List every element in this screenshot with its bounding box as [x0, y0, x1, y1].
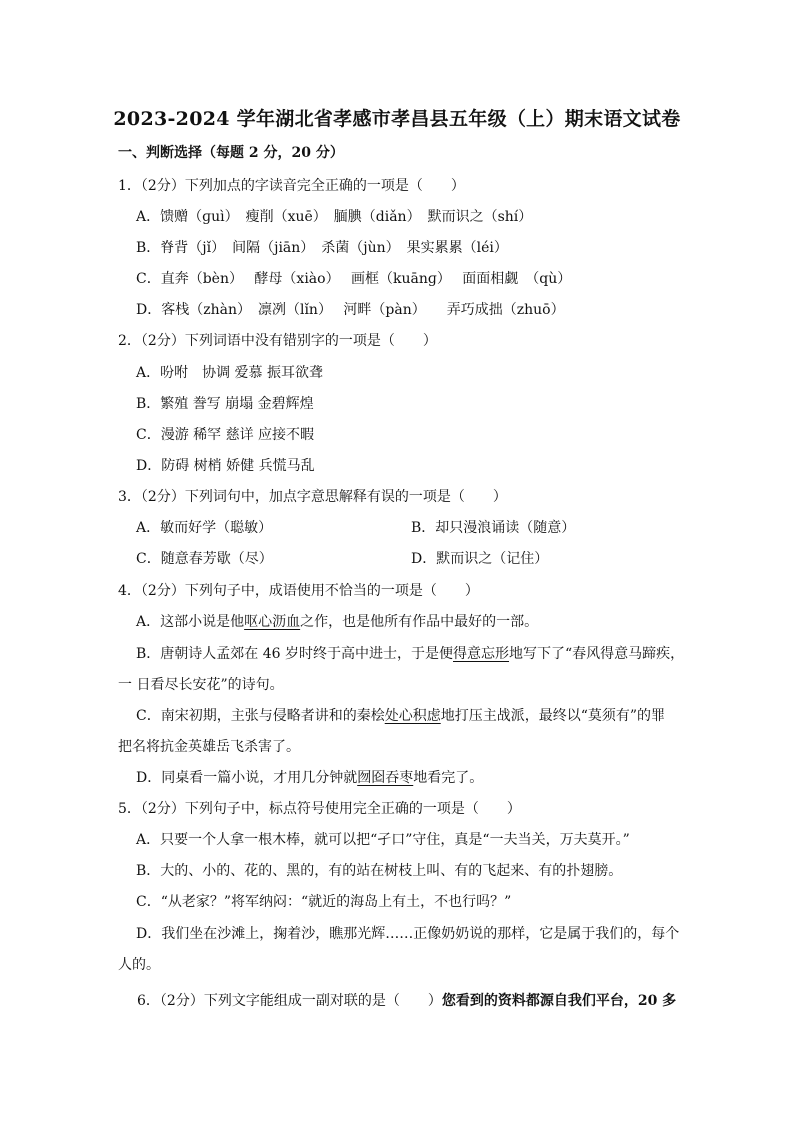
question-3-option-d: D．默而识之（记住）	[411, 551, 549, 567]
question-4-option-c-continued: 把名将抗金英雄岳飞杀害了。	[118, 739, 300, 755]
question-3-option-b: B．却只漫浪诵读（随意）	[411, 520, 576, 536]
question-6-stem	[137, 992, 676, 1010]
option-text: C．南宋初期，主张与侵略者讲和的秦桧	[136, 708, 385, 724]
option-text: 地看完了。	[413, 770, 484, 786]
question-1-stem: 1．（2分）下列加点的字读音完全正确的一项是（ ）	[118, 178, 465, 194]
question-4-option-b	[136, 645, 684, 663]
underlined-idiom: 处心积虑	[384, 708, 441, 724]
option-text: B．唐朝诗人孟郊在 46 岁时终于高中进士，于是便	[136, 646, 454, 662]
question-5-option-c: C．“从老家？”将军纳闷：“就近的海岛上有土，不也行吗？”	[136, 894, 512, 910]
watermark-text: 您看到的资料都源自我们平台，20 多	[441, 993, 677, 1009]
question-2-option-c: C．漫游 稀罕 慈详 应接不暇	[136, 427, 315, 443]
option-text: 地打压主战派，最终以“莫须有”的罪	[440, 708, 666, 724]
option-text: D．同桌看一篇小说，才用几分钟就	[136, 770, 358, 786]
exam-title: 2023-2024 学年湖北省孝感市孝昌县五年级（上）期末语文试卷	[113, 108, 681, 130]
question-4-option-a	[136, 613, 538, 631]
question-5-option-b: B．大的、小的、花的、黑的，有的站在树枝上叫、有的飞起来、有的扑翅膀。	[136, 863, 623, 879]
section-heading: 一、判断选择（每题 2 分，20 分）	[118, 145, 344, 161]
question-3-option-a: A．敏而好学（聪敏）	[136, 520, 273, 536]
question-4-option-c	[136, 707, 665, 725]
question-2-option-a: A．吩咐 协调 爱慕 振耳欲聋	[136, 365, 324, 381]
underlined-idiom: 呕心沥血	[244, 614, 301, 630]
question-4-option-d	[136, 769, 483, 787]
option-text: 之作，也是他所有作品中最好的一部。	[300, 614, 539, 630]
option-text: 地写下了“春风得意马蹄疾，	[509, 646, 685, 662]
underlined-idiom: 囫囵吞枣	[357, 770, 414, 786]
question-1-option-a: A．馈赠（ɡuì） 瘦削（xuē） 腼腆（diǎn） 默而识之（shí）	[136, 209, 533, 225]
question-3-stem: 3．（2分）下列词句中，加点字意思解释有误的一项是（ ）	[118, 489, 507, 505]
question-4-option-b-continued: 一 日看尽长安花”的诗句。	[118, 677, 284, 693]
question-5-option-d: D．我们坐在沙滩上，掬着沙，瞧那光辉……正像奶奶说的那样，它是属于我们的，每个	[136, 926, 680, 942]
underlined-idiom: 得意忘形	[453, 646, 510, 662]
question-5-option-d-continued: 人的。	[118, 957, 160, 973]
question-3-option-c: C．随意春芳歇（尽）	[136, 551, 273, 567]
question-5-stem: 5．（2分）下列句子中，标点符号使用完全正确的一项是（ ）	[118, 801, 521, 817]
question-4-stem: 4．（2分）下列句子中，成语使用不恰当的一项是（ ）	[118, 583, 479, 599]
option-text: A．这部小说是他	[136, 614, 245, 630]
question-1-option-d: D．客栈（zhàn） 凛冽（lǐn） 河畔（pàn） 弄巧成拙（zhuō）	[136, 302, 565, 318]
question-6-text: 6．（2分）下列文字能组成一副对联的是（ ）	[137, 993, 442, 1009]
question-2-option-d: D．防碍 树梢 娇健 兵慌马乱	[136, 458, 315, 474]
question-2-option-b: B．繁殖 誊写 崩塌 金碧辉煌	[136, 396, 314, 412]
question-2-stem: 2．（2分）下列词语中没有错别字的一项是（ ）	[118, 333, 437, 349]
question-5-option-a: A．只要一个人拿一根木棒，就可以把“孑口”守住，真是“一夫当关，万夫莫开。”	[136, 832, 630, 848]
question-1-option-b: B．脊背（jǐ） 间隔（jiān） 杀菌（jùn） 果实累累（léi）	[136, 240, 508, 256]
question-1-option-c: C．直奔（bèn） 酵母（xiào） 画框（kuānɡ） 面面相觑 （qù）	[136, 271, 572, 287]
